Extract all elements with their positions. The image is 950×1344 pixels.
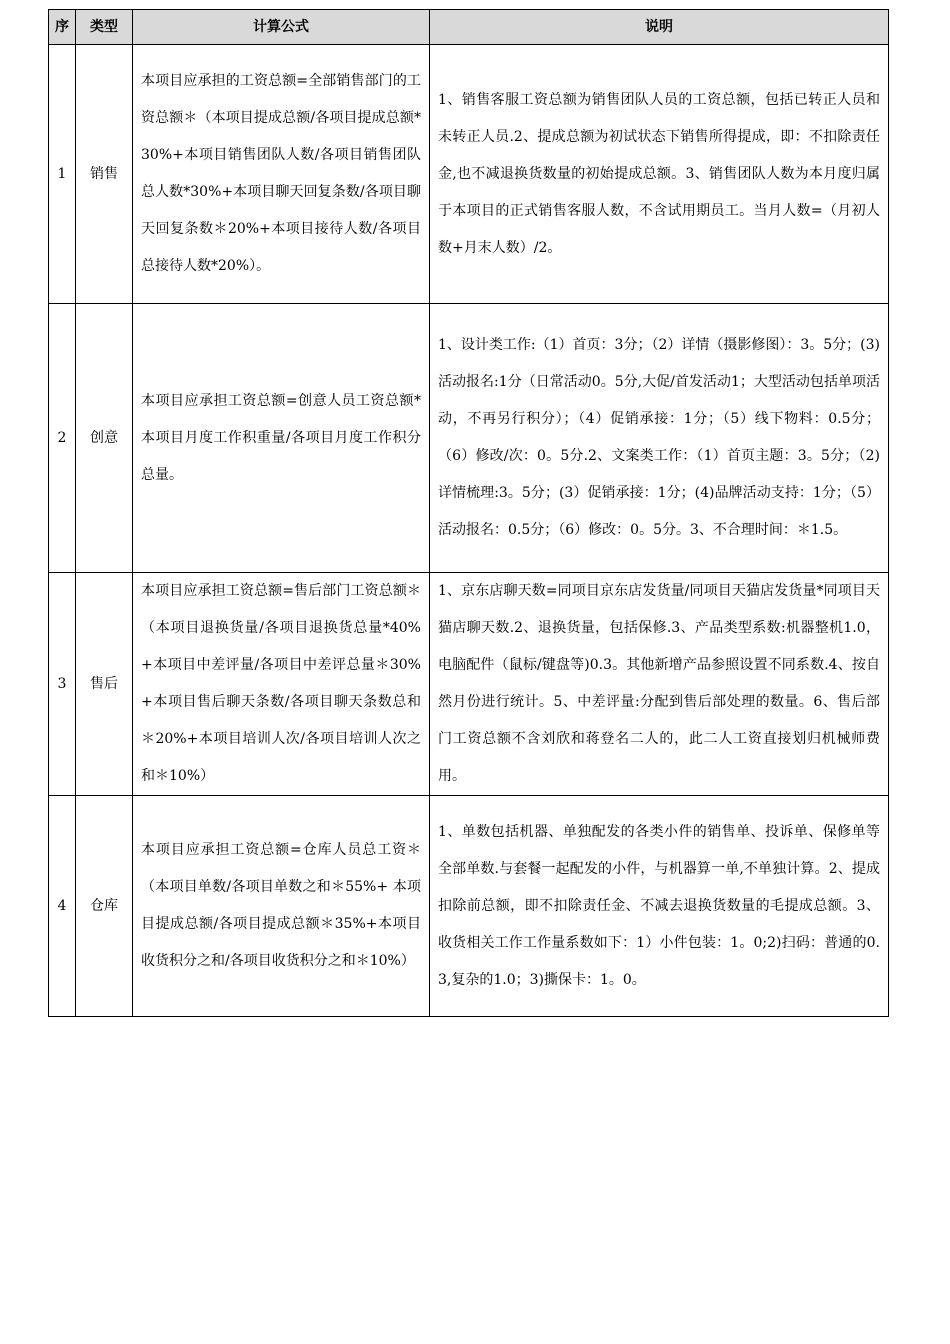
- header-seq: 序: [49, 10, 76, 45]
- row-type: 创意: [76, 304, 133, 573]
- table-row: [49, 45, 889, 304]
- header-type: 类型: [76, 10, 133, 45]
- header-description: 说明: [430, 10, 889, 45]
- row-description: 1、单数包括机器、单独配发的各类小件的销售单、投诉单、保修单等全部单数.与套餐一起配发的小件，与机器算一单,不单独计算。2、提成扣除前总额，即不扣除责任金、不减去退换货数量的毛提成总额。3、收货相关工作工作量系数如下：1）小件包装：1。0;2)扫码：普通的0.3,复杂的1.0；3)撕保卡：1。0。: [430, 796, 889, 1017]
- row-formula: 本项目应承担工资总额=仓库人员总工资＊（本项目单数/各项目单数之和＊55%+ 本项目提成总额/各项目提成总额＊35%+本项目收货积分之和/各项目收货积分之和＊10%）: [133, 796, 430, 1017]
- formula-table: [48, 9, 889, 1017]
- table-header-row: [49, 10, 889, 45]
- row-description: 1、设计类工作:（1）首页：3分；（2）详情（摄影修图）：3。5分；(3)活动报名:1分（日常活动0。5分,大促/首发活动1；大型活动包括单项活动，不再另行积分）；（4）促销承接：1分；（5）线下物料：0.5分；（6）修改/次：0。5分.2、文案类工作：（1）首页主题：3。5分；（2)详情梳理:3。5分；(3）促销承接：1分；(4)品牌活动支持：1分；（5）活动报名：0.5分；（6）修改：0。5分。3、不合理时间：＊1.5。: [430, 304, 889, 573]
- row-description: 1、京东店聊天数=同项目京东店发货量/同项目天猫店发货量*同项目天猫店聊天数.2、退换货量，包括保修.3、产品类型系数:机器整机1.0，电脑配件（鼠标/键盘等)0.3。其他新增产品参照设置不同系数.4、按自然月份进行统计。5、中差评量:分配到售后部处理的数量。6、售后部门工资总额不含刘欣和蒋登名二人的，此二人工资直接划归机械师费用。: [430, 573, 889, 796]
- row-seq: 4: [49, 796, 76, 1017]
- row-seq: 3: [49, 573, 76, 796]
- row-seq: 1: [49, 45, 76, 304]
- row-type: 售后: [76, 573, 133, 796]
- row-seq: 2: [49, 304, 76, 573]
- row-description: 1、销售客服工资总额为销售团队人员的工资总额，包括已转正人员和未转正人员.2、提成总额为初试状态下销售所得提成，即：不扣除责任金,也不减退换货数量的初始提成总额。3、销售团队人数为本月度归属于本项目的正式销售客服人数，不含试用期员工。当月人数=（月初人数+月末人数）/2。: [430, 45, 889, 304]
- row-formula: 本项目应承担工资总额=售后部门工资总额＊（本项目退换货量/各项目退换货总量*40%+本项目中差评量/各项目中差评总量＊30%+本项目售后聊天条数/各项目聊天条数总和＊20%+本项目培训人次/各项目培训人次之和＊10%）: [133, 573, 430, 796]
- table-row: [49, 304, 889, 573]
- row-type: 销售: [76, 45, 133, 304]
- table-row: [49, 796, 889, 1017]
- table-row: [49, 573, 889, 796]
- row-formula: 本项目应承担的工资总额=全部销售部门的工资总额＊（本项目提成总额/各项目提成总额*30%+本项目销售团队人数/各项目销售团队总人数*30%+本项目聊天回复条数/各项目聊天回复条数＊20%+本项目接待人数/各项目总接待人数*20%）。: [133, 45, 430, 304]
- row-formula: 本项目应承担工资总额=创意人员工资总额*本项目月度工作积重量/各项目月度工作积分总量。: [133, 304, 430, 573]
- row-type: 仓库: [76, 796, 133, 1017]
- header-formula: 计算公式: [133, 10, 430, 45]
